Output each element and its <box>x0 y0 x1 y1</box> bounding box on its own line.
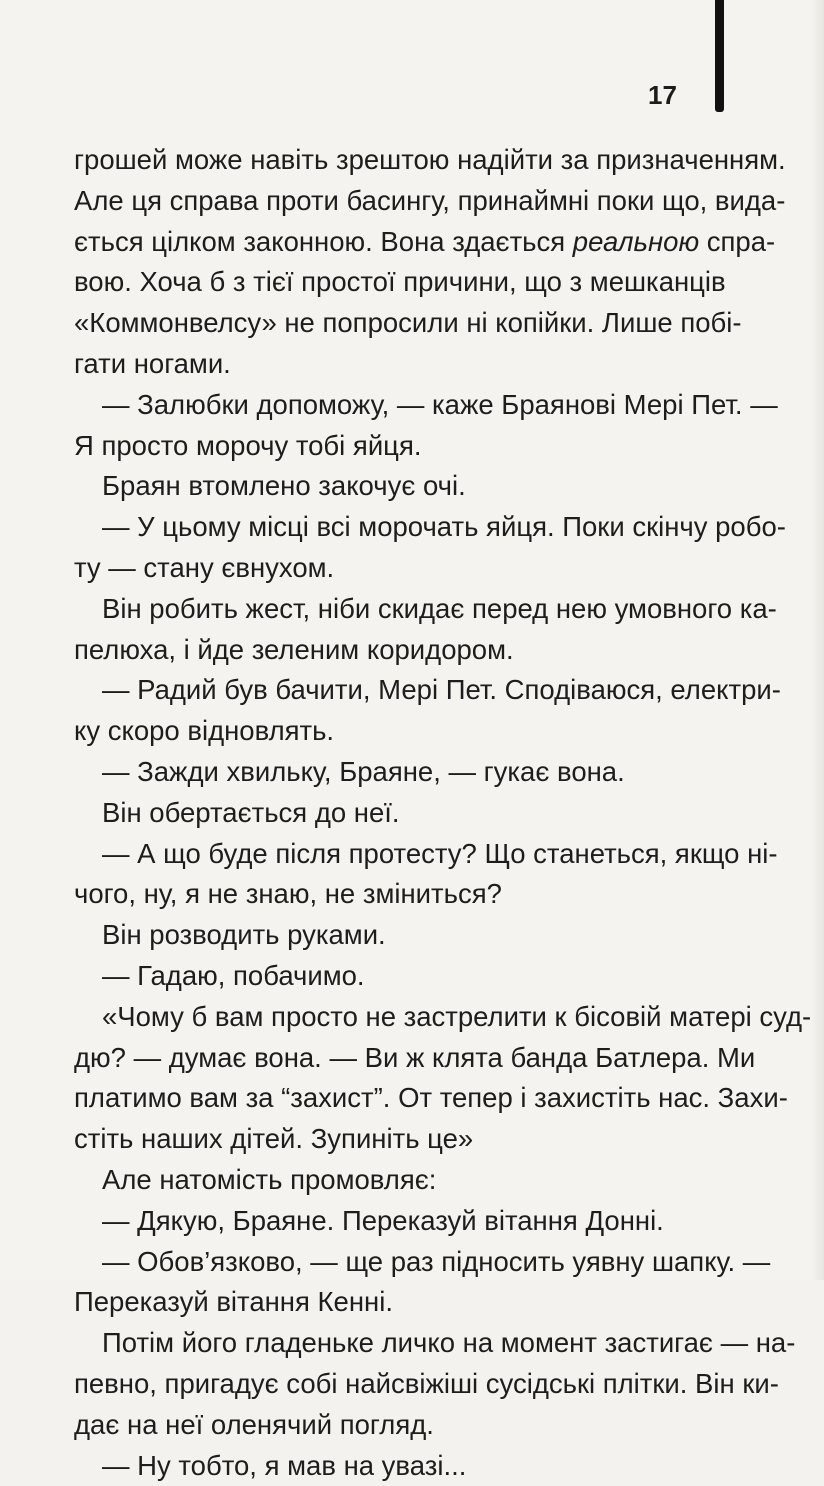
text-segment: спра- <box>699 226 775 257</box>
text-line: стіть наших дітей. Зупиніть це» <box>74 1119 710 1160</box>
text-line: гати ногами. <box>74 344 710 385</box>
text-line: Він обертається до неї. <box>74 793 710 834</box>
text-line: Але ця справа проти басингу, принаймні поки що, вида- <box>74 181 710 222</box>
text-line: Він робить жест, ніби скидає перед нею умовного ка- <box>74 589 710 630</box>
text-segment: ється цілком законною. Вона здається <box>74 226 573 257</box>
text-line: вою. Хоча б з тієї простої причини, що з мешканців <box>74 262 710 303</box>
italic-word: реальною <box>573 226 699 257</box>
text-line: Переказуй вітання Кенні. <box>74 1282 710 1323</box>
text-line: ту — стану євнухом. <box>74 548 710 589</box>
text-line: дає на неї оленячий погляд. <box>74 1405 710 1446</box>
text-line: — Радий був бачити, Мері Пет. Сподіваюся, електри- <box>74 670 710 711</box>
body-text <box>74 140 710 1486</box>
page-binding-shadow <box>715 0 724 112</box>
text-line: чого, ну, я не знаю, не зміниться? <box>74 874 710 915</box>
text-line: Але натомість промовляє: <box>74 1160 710 1201</box>
text-line: — Дякую, Браяне. Переказуй вітання Донні. <box>74 1201 710 1242</box>
text-line: Потім його гладеньке личко на момент застигає — на- <box>74 1323 710 1364</box>
text-line <box>74 222 710 263</box>
text-line: дю? — думає вона. — Ви ж клята банда Батлера. Ми <box>74 1038 710 1079</box>
page-number: 17 <box>648 80 677 111</box>
text-line: грошей може навіть зрештою надійти за призначенням. <box>74 140 710 181</box>
text-line: ку скоро відновлять. <box>74 711 710 752</box>
text-line: — Гадаю, побачимо. <box>74 956 710 997</box>
text-line: Браян втомлено закочує очі. <box>74 466 710 507</box>
text-line: «Чому б вам просто не застрелити к бісовій матері суд- <box>74 997 710 1038</box>
text-line: — А що буде після протесту? Що станеться, якщо ні- <box>74 834 710 875</box>
text-line: — Обов’язково, — ще раз підносить уявну шапку. — <box>74 1242 710 1283</box>
text-line: — У цьому місці всі морочать яйця. Поки скінчу робо- <box>74 507 710 548</box>
text-line: «Коммонвелсу» не попросили ні копійки. Лише побі- <box>74 303 710 344</box>
page-edge <box>812 0 824 1280</box>
text-line: — Зажди хвильку, Браяне, — гукає вона. <box>74 752 710 793</box>
text-line: Я просто морочу тобі яйця. <box>74 426 710 467</box>
text-line: Він розводить руками. <box>74 915 710 956</box>
text-line: певно, пригадує собі найсвіжіші сусідські плітки. Він ки- <box>74 1364 710 1405</box>
text-line: платимо вам за “захист”. От тепер і захистіть нас. Захи- <box>74 1078 710 1119</box>
text-line: пелюха, і йде зеленим коридором. <box>74 630 710 671</box>
text-line: — Залюбки допоможу, — каже Браянові Мері Пет. — <box>74 385 710 426</box>
text-line: — Ну тобто, я мав на увазі... <box>74 1446 710 1486</box>
